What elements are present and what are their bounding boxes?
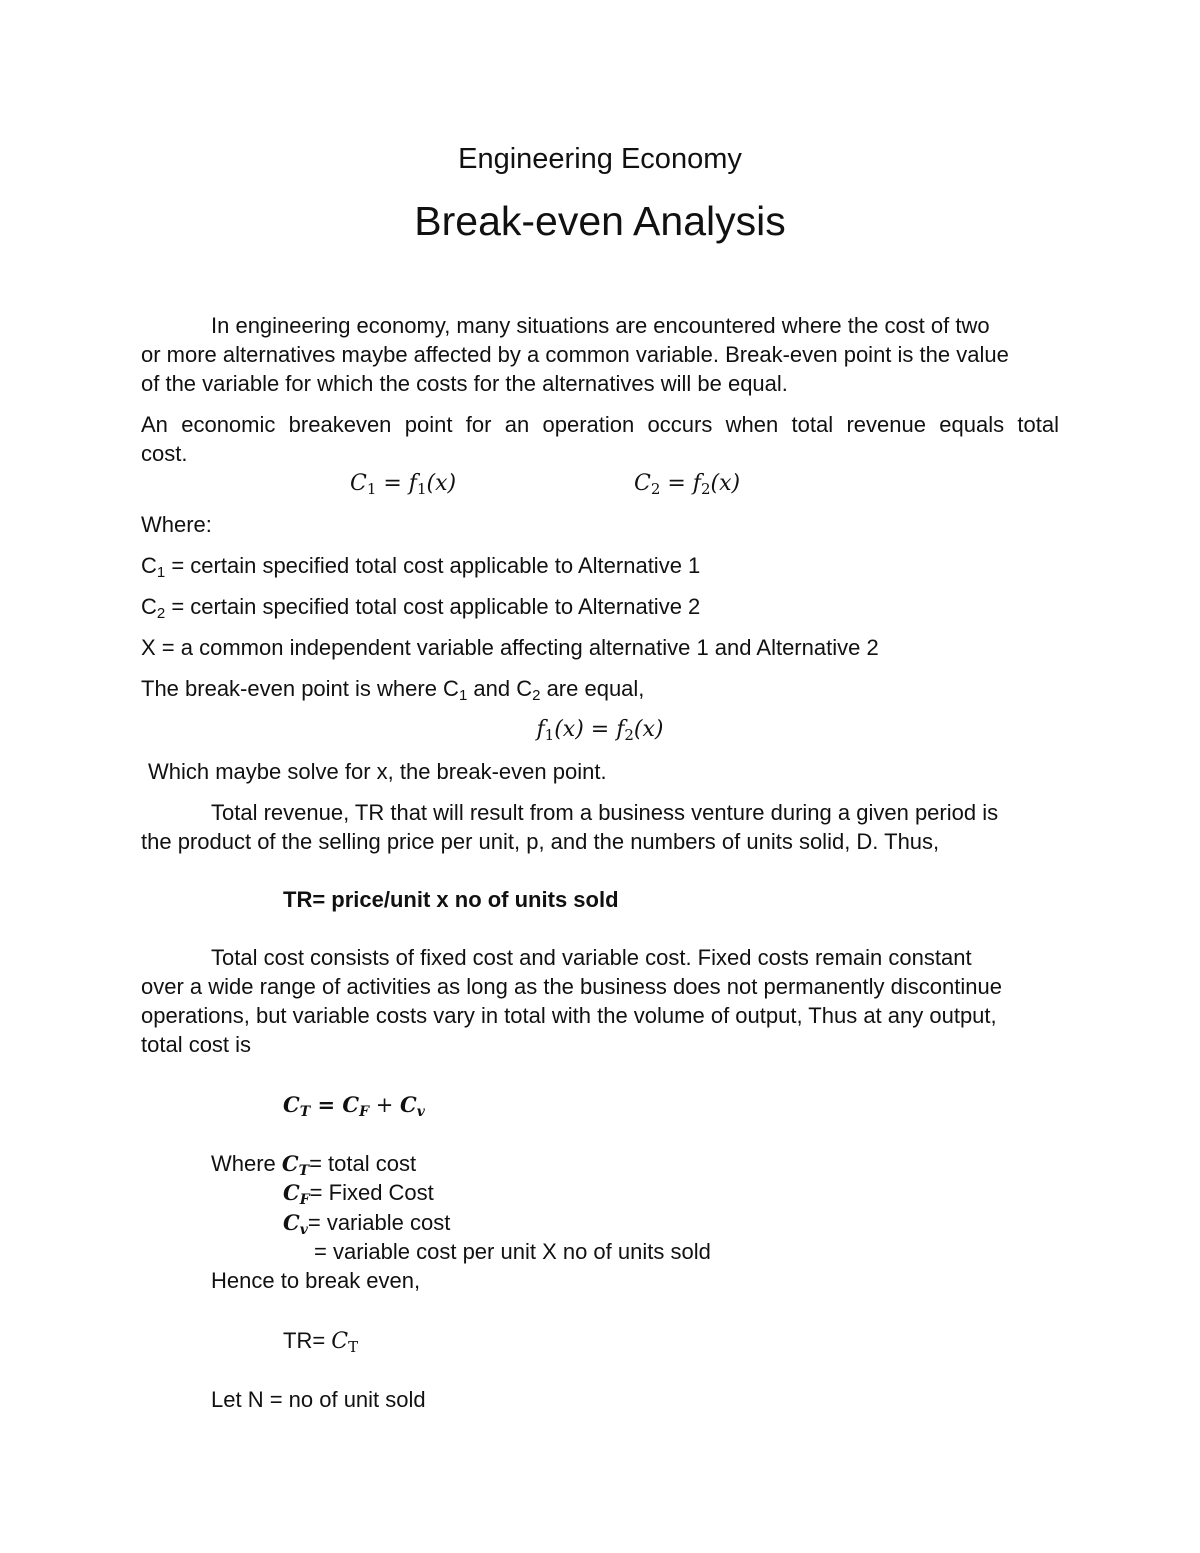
where-label: Where: [141,512,212,537]
ct-formula [283,1092,425,1120]
where-cf [283,1178,434,1207]
page-title: Break-even Analysis [414,198,786,244]
equality-post: (x) [633,717,664,742]
where-cv-text: = variable cost [307,1210,451,1235]
intro-line-1: In engineering economy, many situations are encountered where the cost of two [211,313,990,338]
def-c2-sub: 2 [156,605,166,622]
cost-line-2: over a wide range of activities as long as the business does not permanently discontinue [141,974,1002,999]
equality-f2-sub: 2 [624,726,634,744]
ct-formula-ct-sub: T [299,1104,311,1120]
cost-line-3: operations, but variable costs vary in total with the volume of output, Thus at any output, [141,1003,997,1028]
equality-f1-sub: 1 [544,726,555,744]
where-word: Where [211,1151,282,1176]
tr-ct-symbol [331,1329,358,1354]
equal-post: are equal, [540,676,645,701]
cost-line-1: Total cost consists of fixed cost and variable cost. Fixed costs remain constant [211,945,972,970]
cost-line-4: total cost is [141,1032,252,1057]
equal-mid: and C [467,676,533,701]
revenue-line-2: the product of the selling price per unit, p, and the numbers of units solid, D. Thus, [141,829,940,854]
tr-ct-letter: C [331,1329,349,1354]
definition-c2 [141,592,700,621]
where-cf-letter: C [283,1180,300,1205]
def-c1-text: = certain specified total cost applicable to Alternative 1 [165,553,701,578]
where-ct-text: = total cost [309,1151,417,1176]
tr-ct-tr: TR= [283,1328,332,1353]
where-ct-symbol [281,1151,310,1179]
tr-formula: TR= price/unit x no of units sold [283,887,619,912]
def-c1-sub: 1 [156,564,166,581]
equal-sub1: 1 [458,687,468,704]
equality-f1: f [536,717,545,742]
equal-pre: The break-even point is where C [141,676,459,701]
where-cf-symbol [283,1180,310,1208]
eq-c1-letter: C [350,471,367,496]
def-c2-letter: C [141,594,157,619]
solve-text: Which maybe solve for x, the break-even point. [148,759,607,784]
def-c2-text: = certain specified total cost applicable to Alternative 2 [165,594,701,619]
where-cf-text: = Fixed Cost [309,1180,434,1205]
eq-c1-rhs-post: (x) [426,471,457,496]
equality-equation [0,717,1200,742]
intro-line-3: of the variable for which the costs for the alternatives will be equal. [141,371,788,396]
tr-ct-formula [283,1326,358,1356]
ct-formula-cf: C [342,1092,360,1117]
equal-sub2: 2 [532,687,541,704]
equation-c1 [350,471,456,496]
let-n-text: Let N = no of unit sold [211,1387,426,1412]
breakeven-def-line-1: An economic breakeven point for an operation occurs when total revenue equals total [141,412,1059,437]
definition-x: X = a common independent variable affecting alternative 1 and Alternative 2 [141,635,879,660]
eq-c2-rhs-post: (x) [710,471,741,496]
eq-c2-rhs-sub: 2 [700,480,711,498]
where-cv-symbol [283,1210,308,1238]
eq-c2-rhs: = f [660,471,701,496]
equal-statement [141,674,644,703]
ct-formula-cf-sub: F [359,1104,370,1120]
where-cv [283,1208,450,1237]
ct-formula-ct: C [283,1092,300,1117]
where-cv-detail: = variable cost per unit X no of units sold [314,1239,711,1264]
equality-mid: (x) = f [554,717,625,742]
eq-c1-rhs-sub: 1 [416,480,427,498]
equation-c2 [634,471,740,496]
subject-heading: Engineering Economy [458,143,742,175]
eq-c2-sub: 2 [650,480,661,498]
ct-formula-plus: + [369,1093,400,1117]
where-ct-letter: C [281,1151,299,1176]
def-c1-letter: C [141,553,157,578]
intro-line-2: or more alternatives maybe affected by a common variable. Break-even point is the value [141,342,1009,367]
where-ct [211,1149,416,1178]
eq-c1-rhs: = f [376,471,417,496]
where-cv-letter: C [283,1210,300,1235]
definition-c1 [141,551,700,580]
ct-formula-eq: = [310,1092,343,1117]
revenue-line-1: Total revenue, TR that will result from a business venture during a given period is [211,800,999,825]
eq-c2-letter: C [634,471,651,496]
hence-text: Hence to break even, [211,1268,421,1293]
where-cf-sub: F [299,1192,310,1208]
ct-formula-cv-sub: v [416,1104,425,1120]
tr-ct-sub: T [348,1338,359,1356]
ct-formula-cv: C [399,1092,417,1117]
where-cv-sub: v [299,1222,308,1238]
eq-c1-sub: 1 [366,480,377,498]
where-ct-sub: T [298,1163,310,1179]
breakeven-def-line-2: cost. [141,441,188,466]
